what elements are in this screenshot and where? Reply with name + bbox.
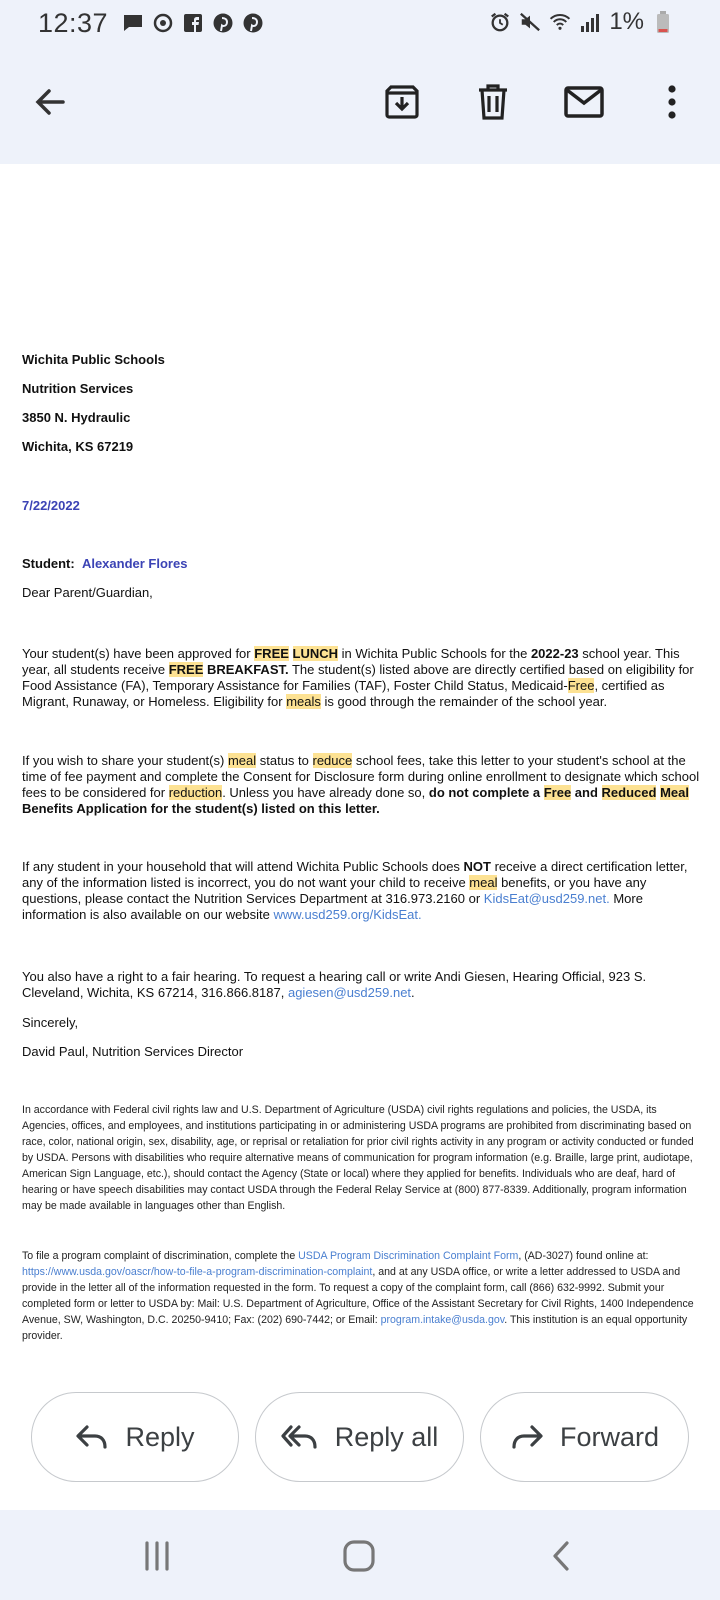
paragraph-fees: If you wish to share your student(s) meal status to reduce school fees, take this letter to your student's school at the time of fee payment and complete the Consent for Disclosure form during online enrollment to designate which school fees to be considered for reduction. Unless you have already done so, do not complete a Free and Reduced Meal Benefits Application for the student(s) listed on this letter.	[22, 753, 700, 816]
paragraph-hearing: You also have a right to a fair hearing. To request a hearing call or write Andi Giesen, Hearing Official, 923 S. Cleveland, Wichita, KS 67214, 316.866.8187, agiesen@usd259.net.	[22, 969, 647, 1000]
complaint-form-link[interactable]: USDA Program Discrimination Complaint Form	[298, 1250, 519, 1262]
pinterest-icon	[242, 12, 264, 34]
forward-icon	[510, 1424, 544, 1450]
more-options-button[interactable]	[644, 74, 700, 130]
signature: David Paul, Nutrition Services Director	[22, 1044, 244, 1059]
home-button[interactable]	[329, 1534, 389, 1578]
mute-icon	[519, 11, 541, 33]
forward-button[interactable]	[480, 1392, 689, 1482]
email-actions	[0, 1392, 720, 1482]
usda-nondiscrimination: In accordance with Federal civil rights law and U.S. Department of Agriculture (USDA) civil rights regulations and policies, the USDA, its Agencies, offices, and employees, and institutions participating in or administering USDA programs are prohibited from discriminating based on race, color, national origin, sex, disability, age, or reprisal or retaliation for prior civil rights activity in any program or activity conducted or funded by USDA. Persons with disabilities who require alternative means of communication for program information (e.g. Braille, large print, audiotape, American Sign Language, etc.), should contact the Agency (State or local) where they applied for benefits. Individuals who are deaf, hard of hearing or have speech disabilities may contact USDA through the Federal Relay Service at (800) 877-8339. Additionally, program information may be made available in languages other than English.	[22, 1104, 694, 1212]
delete-button[interactable]	[465, 74, 521, 130]
alarm-icon	[489, 11, 511, 33]
org-city: Wichita, KS 67219	[22, 439, 134, 454]
sync-icon	[152, 12, 174, 34]
reply-icon	[75, 1424, 109, 1450]
archive-button[interactable]	[374, 74, 430, 130]
status-time: 12:37	[38, 7, 109, 38]
mail-icon	[564, 86, 604, 118]
recents-icon	[142, 1541, 172, 1571]
greeting: Dear Parent/Guardian,	[22, 585, 153, 600]
student-label: Student:	[22, 556, 75, 571]
org-department: Nutrition Services	[22, 381, 134, 396]
email-toolbar	[0, 46, 720, 164]
reply-all-button[interactable]	[255, 1392, 464, 1482]
usda-complaint-url-link[interactable]: https://www.usda.gov/oascr/how-to-file-a-program-discrimination-complaint	[22, 1266, 373, 1278]
notification-icons	[122, 12, 264, 34]
reply-all-label: Reply all	[334, 1421, 439, 1452]
pinterest-icon	[212, 12, 234, 34]
system-nav-bar	[0, 1510, 720, 1600]
battery-percent: 1%	[609, 8, 644, 35]
usda-intake-email-link[interactable]: program.intake@usda.gov	[380, 1314, 505, 1326]
status-bar	[0, 0, 720, 46]
facebook-icon	[182, 12, 204, 34]
org-name: Wichita Public Schools	[22, 352, 165, 367]
hearing-email-link[interactable]: agiesen@usd259.net	[287, 985, 412, 1000]
wifi-icon	[549, 11, 571, 33]
back-arrow-icon	[33, 85, 67, 119]
message-icon	[122, 12, 144, 34]
paragraph-contact: If any student in your household that will attend Wichita Public Schools does NOT receive a direct certification letter, any of the information listed is incorrect, you do not want your child to receive meal benefits, or you have any questions, please contact the Nutrition Services Department at 316.973.2160 or KidsEat@usd259.net. More information is also available on our website www.usd259.org/KidsEat.	[22, 859, 688, 922]
signal-icon	[579, 11, 601, 33]
student-name: Alexander Flores	[81, 556, 188, 571]
closing: Sincerely,	[22, 1015, 79, 1030]
back-icon	[550, 1540, 572, 1572]
forward-label: Forward	[559, 1421, 660, 1452]
nav-back-button[interactable]	[531, 1534, 591, 1578]
reply-label: Reply	[125, 1421, 195, 1452]
paragraph-approval: Your student(s) have been approved for FREE LUNCH in Wichita Public Schools for the 2022-23 school year. This year, all students receive FREE BREAKFAST. The student(s) listed above are directly certified based on eligibility for Food Assistance (FA), Temporary Assistance for Families (TAF), Foster Child Status, Medicaid-Free, certified as Migrant, Runaway, or Homeless. Eligibility for meals is good through the remainder of the school year.	[22, 646, 694, 709]
home-icon	[342, 1539, 376, 1573]
reply-button[interactable]	[31, 1392, 239, 1482]
usda-complaint-info: To file a program complaint of discrimination, complete the USDA Program Discrimination Complaint Form, (AD-3027) found online at: https://www.usda.gov/oascr/how-to-file-a-program-discrimination-complaint, and at any USDA office, or write a letter addressed to USDA and provide in the letter all of the information requested in the form. To request a copy of the complaint form, call (866) 632-9992. Submit your completed form or letter to USDA by: Mail: U.S. Department of Agriculture, Office of the Assistant Secretary for Civil Rights, 1400 Independence Avenue, SW, Washington, D.C. 20250-9410; Fax: (202) 690-7442; or Email: program.intake@usda.gov. This institution is an equal opportunity provider.	[22, 1250, 694, 1342]
letter-date: 7/22/2022	[22, 498, 80, 513]
mark-unread-button[interactable]	[556, 74, 612, 130]
delete-icon	[477, 84, 509, 120]
recents-button[interactable]	[127, 1534, 187, 1578]
kidseat-email-link[interactable]: KidsEat@usd259.net.	[483, 891, 610, 906]
system-status	[489, 8, 674, 36]
kidseat-website-link[interactable]: www.usd259.org/KidsEat.	[273, 907, 422, 922]
back-button[interactable]	[22, 74, 78, 130]
more-vert-icon	[667, 85, 677, 119]
reply-all-icon	[281, 1424, 319, 1450]
battery-icon	[652, 11, 674, 33]
student-line	[22, 556, 187, 572]
org-address: 3850 N. Hydraulic	[22, 410, 131, 425]
archive-icon	[384, 84, 420, 120]
